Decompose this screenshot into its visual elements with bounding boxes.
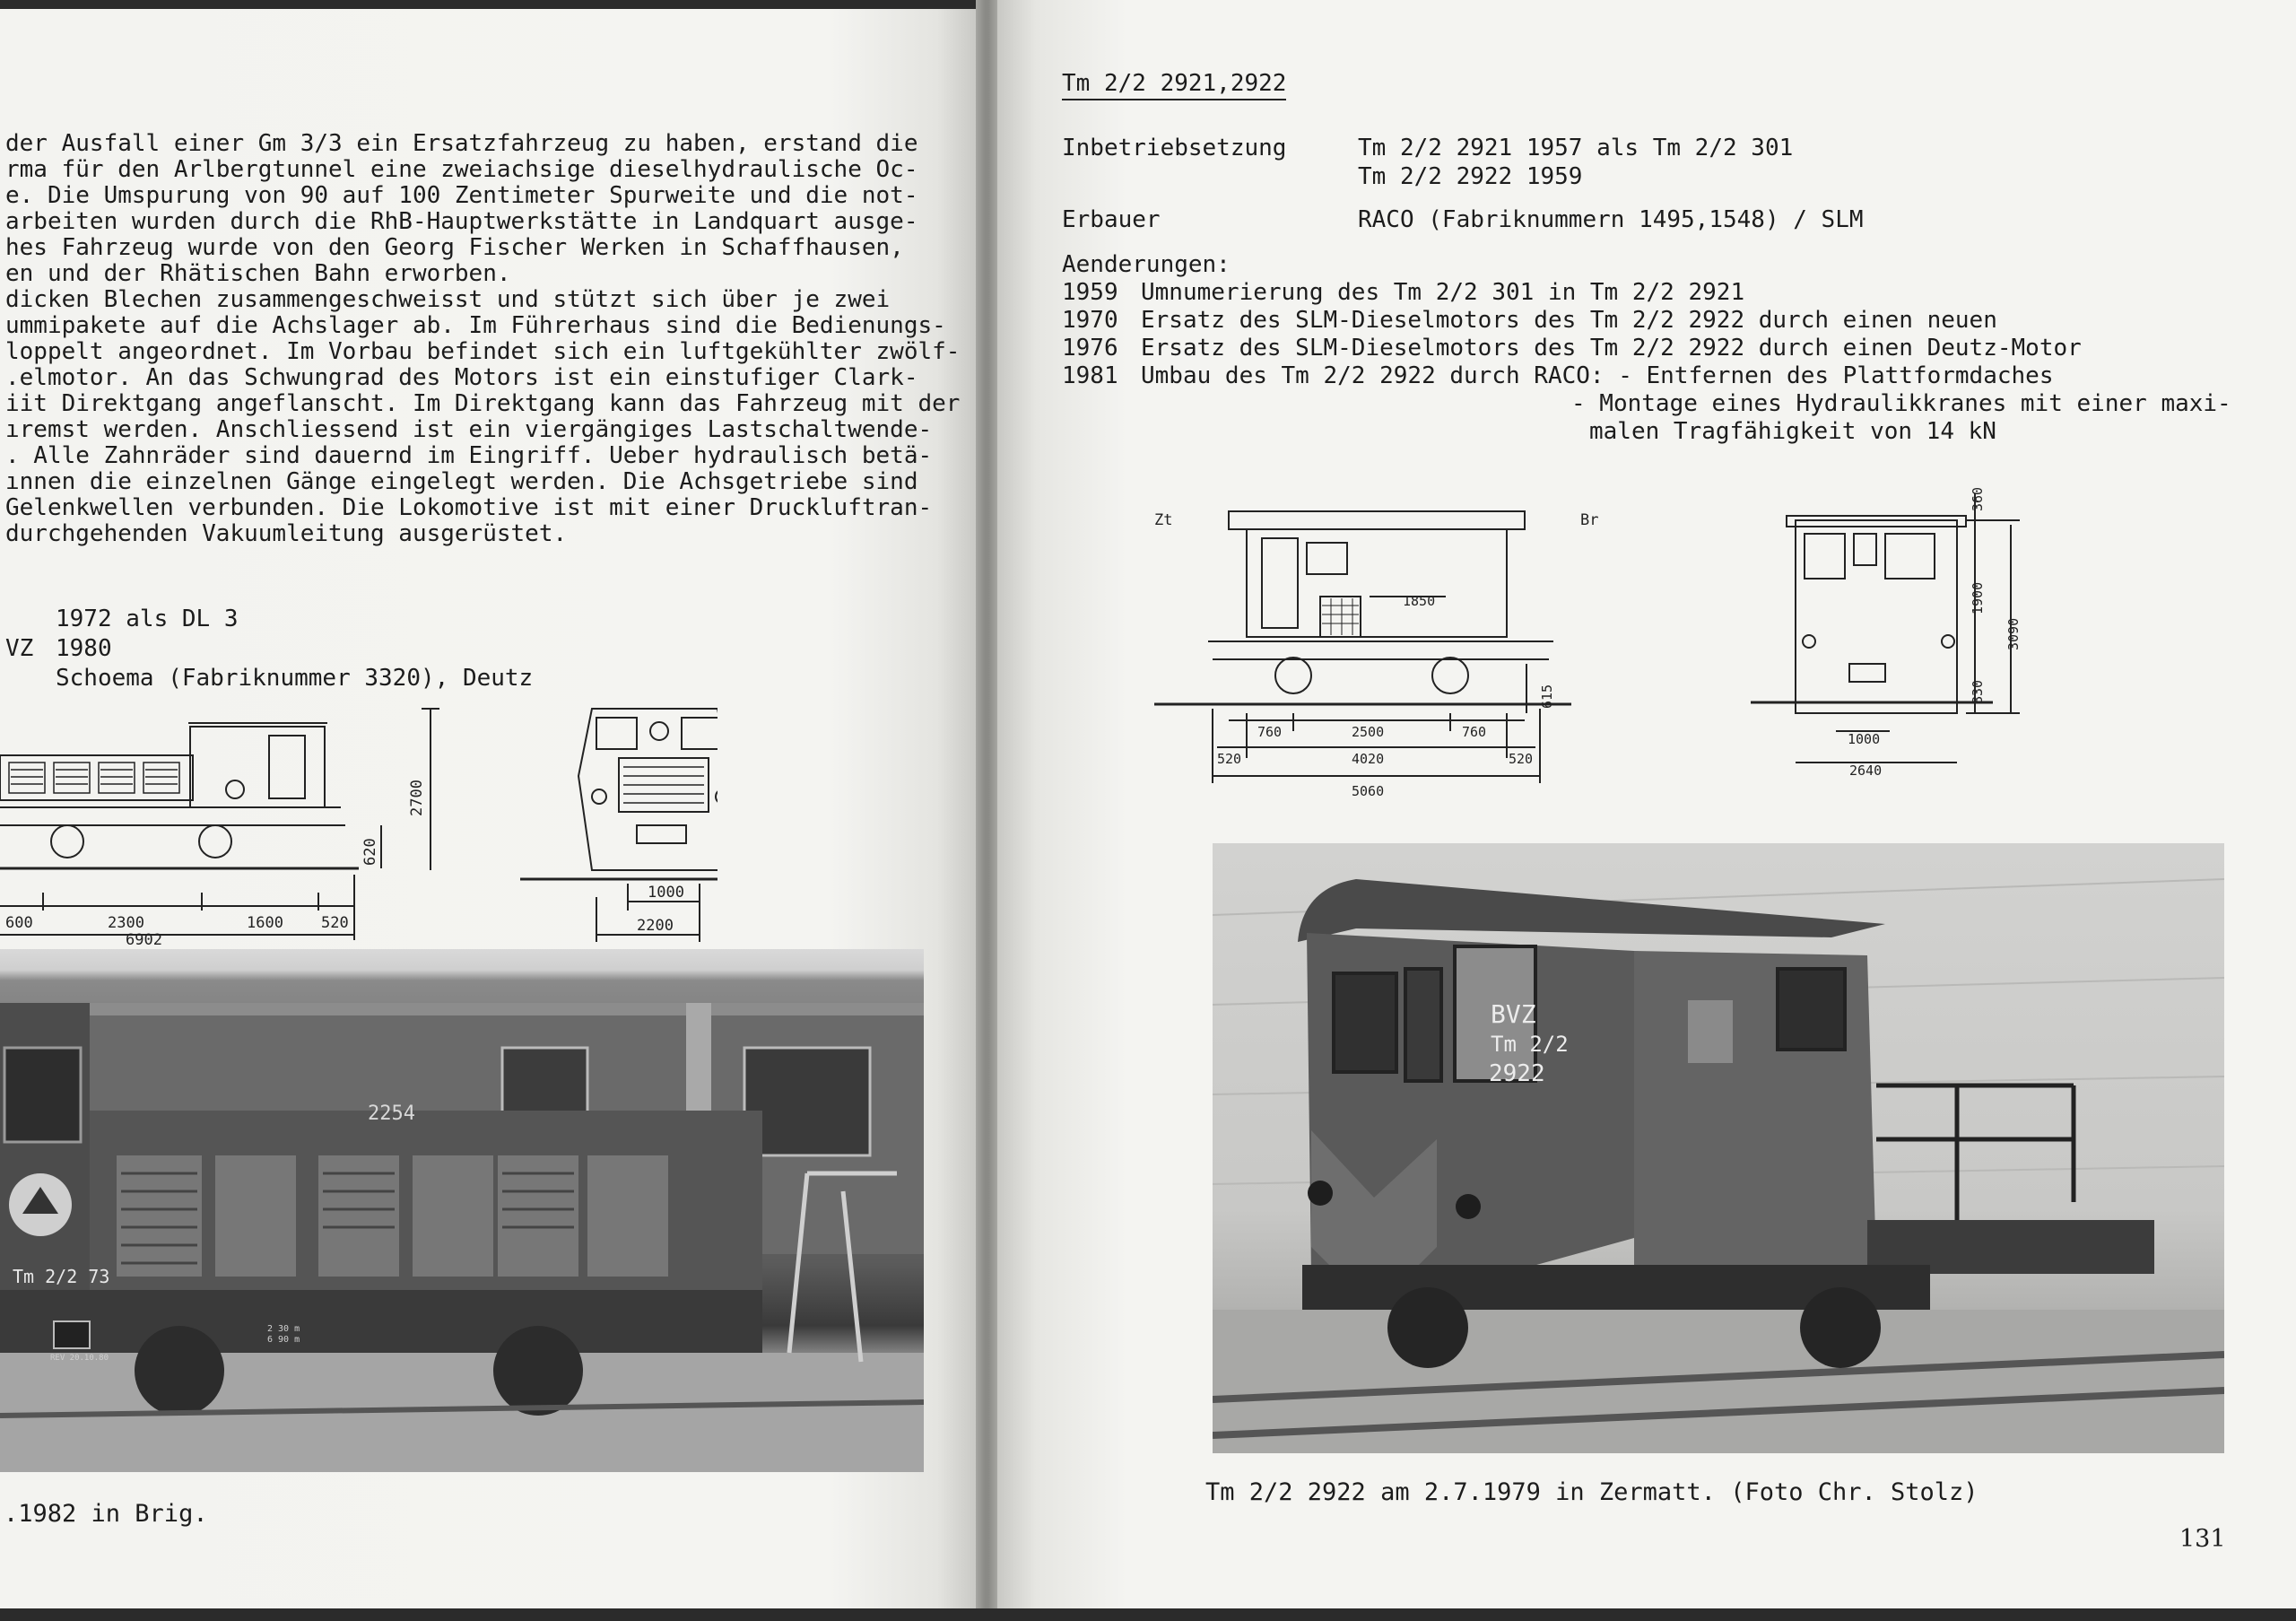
right-dim-label: 4020 <box>1352 751 1385 767</box>
photo-bvz: BVZ <box>1491 999 1536 1029</box>
change-year: 1981 <box>1062 362 1118 389</box>
erbauer-value: RACO (Fabriknummern 1495,1548) / SLM <box>1358 206 1864 233</box>
right-dim-label: 2500 <box>1352 724 1385 740</box>
text-line: .elmotor. An das Schwungrad des Motors ist ein einstufiger Clark- <box>5 364 918 391</box>
change-year: 1976 <box>1062 335 1118 362</box>
photo-tm: Tm 2/2 <box>1491 1032 1569 1057</box>
text-line: dicken Blechen zusammengeschweisst und stützt sich über je zwei <box>5 286 891 313</box>
left-dim-label: 2700 <box>408 780 426 816</box>
left-dim-label: 6902 <box>126 931 162 946</box>
text-line: iit Direktgang angeflanscht. Im Direktgang kann das Fahrzeug mit der <box>5 390 961 417</box>
inbetrieb-line-2: Tm 2/2 2922 1959 <box>1358 163 1583 190</box>
erbauer-label: Erbauer <box>1062 206 1161 233</box>
right-dim-label: 520 <box>1217 751 1242 767</box>
text-line: arbeiten wurden durch die RhB-Hauptwerkstätte in Landquart ausge- <box>5 208 918 235</box>
text-line: e. Die Umspurung von 90 auf 100 Zentimeter Spurweite und die not- <box>5 182 918 209</box>
right-technical-drawing <box>997 471 2296 825</box>
left-page <box>0 0 976 1621</box>
right-dim-label: 830 <box>1970 679 1986 704</box>
small-marking: 2 30 m <box>267 1324 300 1334</box>
section-title: Tm 2/2 2921,2922 <box>1062 70 1286 100</box>
rev-marking: REV 20.10.80 <box>50 1354 109 1363</box>
change-text: Ersatz des SLM-Dieselmotors des Tm 2/2 2922 durch einen neuen <box>1141 307 1997 334</box>
change-continuation: malen Tragfähigkeit von 14 kN <box>1589 418 1996 445</box>
left-dim-label: 1000 <box>648 884 684 902</box>
left-dim-label: 2200 <box>637 917 674 935</box>
text-line: . Alle Zahnräder sind dauernd im Eingriff. Ueber hydraulisch betä- <box>5 442 933 469</box>
change-continuation: - Montage eines Hydraulikkranes mit einer maxi- <box>1571 390 2231 417</box>
right-dim-label: 1900 <box>1970 581 1986 614</box>
photo-number: 2922 <box>1489 1060 1545 1087</box>
change-year: 1970 <box>1062 307 1118 334</box>
left-dim-label: 2300 <box>108 914 144 932</box>
right-photo-scene <box>1213 843 2224 1453</box>
text-line: loppelt angeordnet. Im Vorbau befindet sich ein luftgekühlter zwölf- <box>5 338 961 365</box>
text-line: rma für den Arlbergtunnel eine zweiachsige dieselhydraulische Oc- <box>5 156 918 183</box>
top-edge <box>0 0 976 9</box>
right-dim-label: 5060 <box>1352 783 1385 799</box>
text-line: durchgehenden Vakuumleitung ausgerüstet. <box>5 520 568 547</box>
change-year: 1959 <box>1062 279 1118 306</box>
change-text: Ersatz des SLM-Dieselmotors des Tm 2/2 2922 durch einen Deutz-Motor <box>1141 335 2082 362</box>
text-line: der Ausfall einer Gm 3/3 ein Ersatzfahrzeug zu haben, erstand die <box>5 130 918 157</box>
label-br: Br <box>1580 511 1599 529</box>
coach-number: 2254 <box>368 1102 415 1125</box>
right-dim-label: 1850 <box>1403 593 1436 609</box>
spec-line-3: Schoema (Fabriknummer 3320), Deutz <box>56 665 534 692</box>
left-dim-label: 600 <box>5 914 33 932</box>
left-dim-label: 520 <box>321 914 349 932</box>
page-number: 131 <box>2179 1525 2226 1553</box>
text-line: ıremst werden. Anschliessend ist ein viergängiges Lastschaltwende- <box>5 416 933 443</box>
text-line: hes Fahrzeug wurde von den Georg Fischer Werken in Schaffhausen, <box>5 234 904 261</box>
right-dim-label: 615 <box>1539 684 1555 709</box>
left-dim-label: 1600 <box>247 914 283 932</box>
spec-label-vz: VZ <box>5 635 34 662</box>
change-text: Umnumerierung des Tm 2/2 301 in Tm 2/2 2921 <box>1141 279 1745 306</box>
left-photo-caption: .1982 in Brig. <box>4 1500 208 1528</box>
inbetrieb-label: Inbetriebsetzung <box>1062 135 1287 161</box>
right-dim-label: 760 <box>1462 724 1487 740</box>
spec-line-1: 1972 als DL 3 <box>56 606 239 632</box>
right-dim-label: 760 <box>1257 724 1283 740</box>
right-dim-label: 3090 <box>2005 617 2022 650</box>
aenderungen-label: Aenderungen: <box>1062 251 1231 278</box>
label-zt: Zt <box>1154 511 1173 529</box>
left-technical-drawing <box>0 691 718 946</box>
left-dim-label: 620 <box>361 838 379 866</box>
small-marking: 6 90 m <box>267 1335 300 1345</box>
right-dim-label: 360 <box>1970 486 1986 511</box>
right-dim-label: 2640 <box>1849 763 1883 779</box>
change-text: Umbau des Tm 2/2 2922 durch RACO: - Entfernen des Plattformdaches <box>1141 362 2054 389</box>
spec-line-2: 1980 <box>56 635 112 662</box>
bottom-edge <box>0 1608 2296 1621</box>
left-photo <box>0 949 924 1472</box>
right-dim-label: 1000 <box>1848 731 1881 747</box>
right-photo-caption: Tm 2/2 2922 am 2.7.1979 in Zermatt. (Foto Chr. Stolz) <box>1205 1478 1979 1506</box>
text-line: Gelenkwellen verbunden. Die Lokomotive ist mit einer Druckluftran- <box>5 494 933 521</box>
text-line: ummipakete auf die Achslager ab. Im Führerhaus sind die Bedienungs- <box>5 312 946 339</box>
left-photo-scene <box>0 949 924 1472</box>
right-dim-label: 520 <box>1509 751 1534 767</box>
right-page <box>997 0 2296 1621</box>
text-line: ınnen die einzelnen Gänge eingelegt werden. Die Achsgetriebe sind <box>5 468 918 495</box>
text-line: en und der Rhätischen Bahn erworben. <box>5 260 511 287</box>
vehicle-label: Tm 2/2 73 <box>13 1266 110 1287</box>
inbetrieb-line-1: Tm 2/2 2921 1957 als Tm 2/2 301 <box>1358 135 1794 161</box>
right-photo <box>1213 843 2224 1453</box>
